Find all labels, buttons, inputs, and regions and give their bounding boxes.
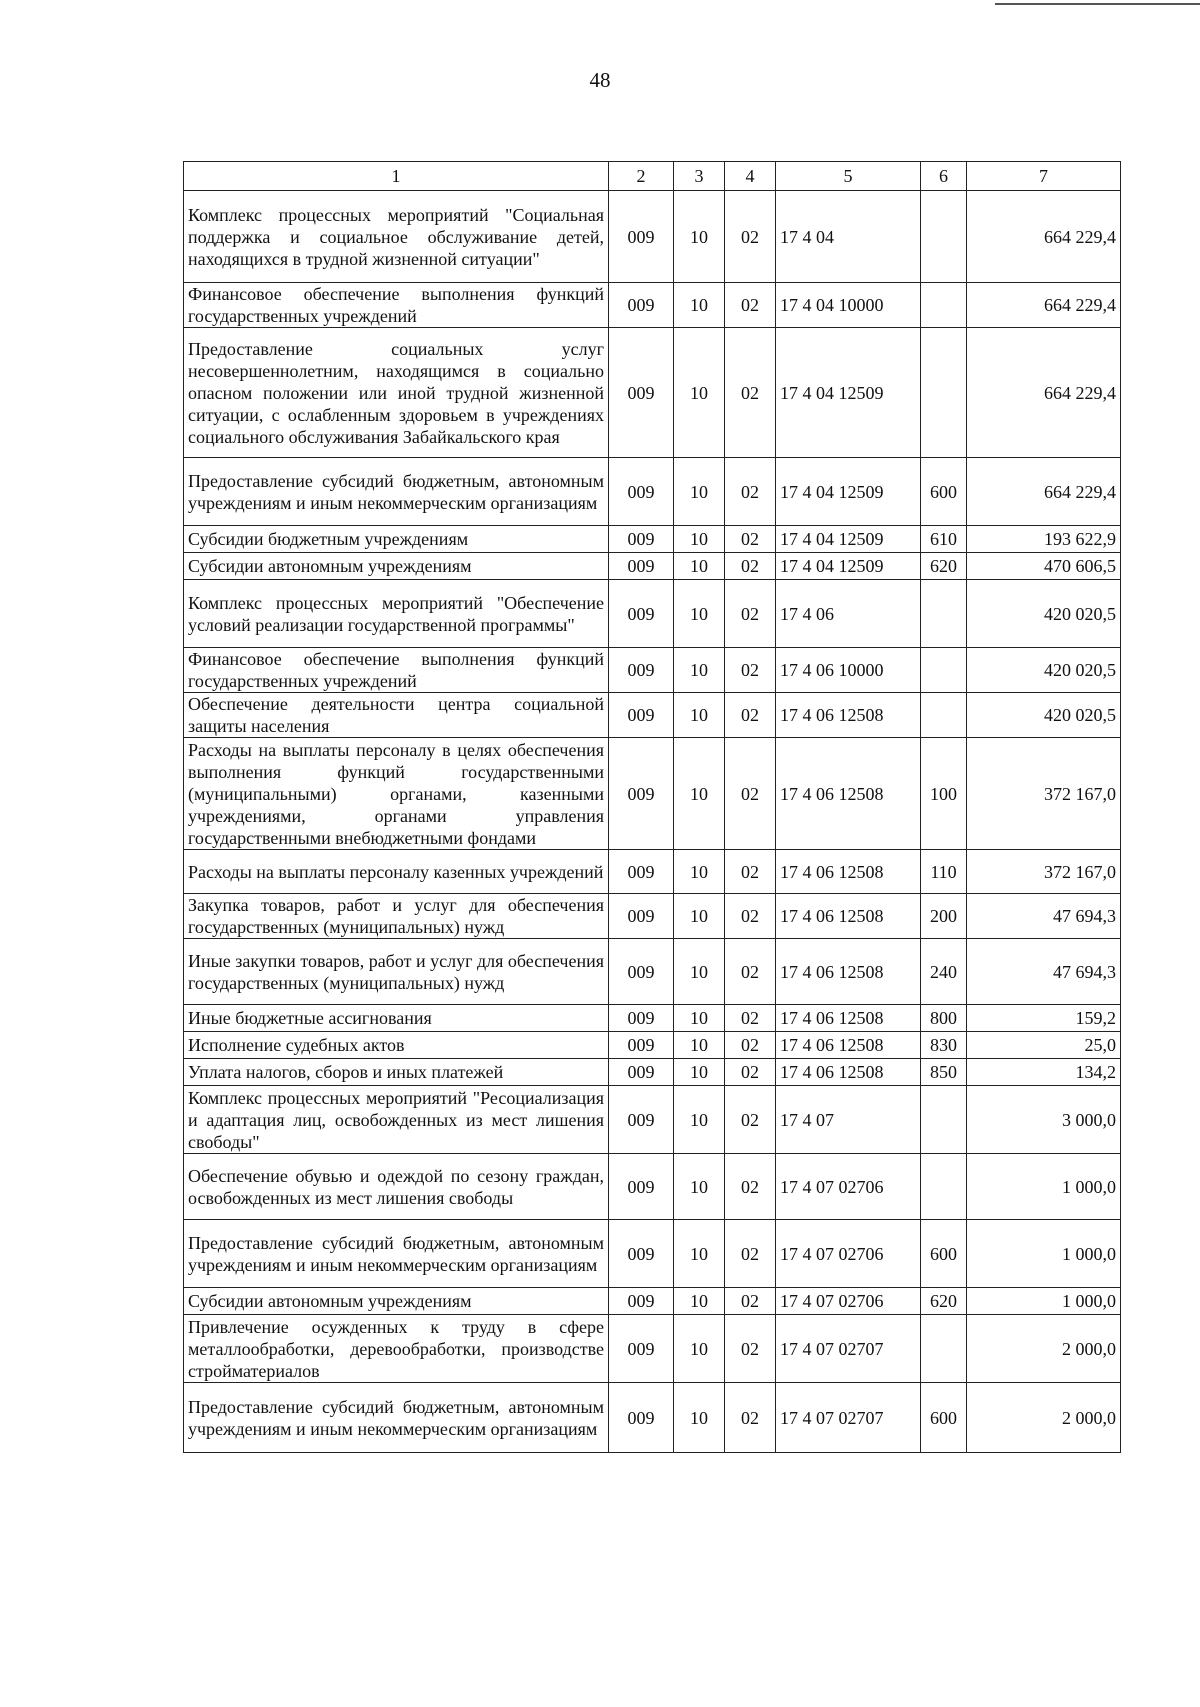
table-row bbox=[184, 693, 1121, 738]
row-expense-type: 110 bbox=[921, 850, 967, 894]
row-amount: 420 020,5 bbox=[967, 580, 1121, 648]
row-section: 10 bbox=[674, 458, 725, 526]
row-name: Расходы на выплаты персоналу казенных учреждений bbox=[184, 850, 609, 894]
row-target-article: 17 4 04 12509 bbox=[776, 328, 921, 458]
row-expense-type: 800 bbox=[921, 1005, 967, 1032]
row-name: Иные закупки товаров, работ и услуг для обеспечения государственных (муниципальных) нужд bbox=[184, 939, 609, 1005]
row-gr-code: 009 bbox=[609, 1086, 674, 1154]
row-expense-type: 200 bbox=[921, 894, 967, 939]
table-row bbox=[184, 850, 1121, 894]
table-row bbox=[184, 1288, 1121, 1315]
row-gr-code: 009 bbox=[609, 328, 674, 458]
row-target-article: 17 4 04 10000 bbox=[776, 283, 921, 328]
row-subsection: 02 bbox=[725, 526, 776, 553]
page-number: 48 bbox=[589, 68, 611, 92]
row-target-article: 17 4 06 12508 bbox=[776, 1032, 921, 1059]
row-target-article: 17 4 07 02706 bbox=[776, 1220, 921, 1288]
row-subsection: 02 bbox=[725, 1059, 776, 1086]
row-name: Иные бюджетные ассигнования bbox=[184, 1005, 609, 1032]
row-name: Предоставление субсидий бюджетным, автономным учреждениям и иным некоммерческим организациям bbox=[184, 458, 609, 526]
row-gr-code: 009 bbox=[609, 1032, 674, 1059]
row-gr-code: 009 bbox=[609, 458, 674, 526]
row-target-article: 17 4 06 12508 bbox=[776, 850, 921, 894]
row-section: 10 bbox=[674, 693, 725, 738]
row-expense-type: 600 bbox=[921, 458, 967, 526]
row-name: Комплекс процессных мероприятий "Обеспечение условий реализации государственной программы" bbox=[184, 580, 609, 648]
row-gr-code: 009 bbox=[609, 553, 674, 580]
row-gr-code: 009 bbox=[609, 648, 674, 693]
row-amount: 1 000,0 bbox=[967, 1154, 1121, 1220]
row-expense-type: 620 bbox=[921, 553, 967, 580]
row-amount: 420 020,5 bbox=[967, 648, 1121, 693]
row-subsection: 02 bbox=[725, 283, 776, 328]
row-section: 10 bbox=[674, 1154, 725, 1220]
row-section: 10 bbox=[674, 1005, 725, 1032]
table-row bbox=[184, 526, 1121, 553]
row-amount: 664 229,4 bbox=[967, 328, 1121, 458]
row-subsection: 02 bbox=[725, 1005, 776, 1032]
row-name: Субсидии автономным учреждениям bbox=[184, 553, 609, 580]
row-name: Комплекс процессных мероприятий "Социальная поддержка и социальное обслуживание детей, находящихся в трудной жизненной ситуации" bbox=[184, 191, 609, 283]
row-amount: 1 000,0 bbox=[967, 1220, 1121, 1288]
header-col-6: 6 bbox=[921, 162, 967, 191]
table-row bbox=[184, 283, 1121, 328]
row-gr-code: 009 bbox=[609, 1288, 674, 1315]
table-row bbox=[184, 1383, 1121, 1453]
row-gr-code: 009 bbox=[609, 894, 674, 939]
row-section: 10 bbox=[674, 1383, 725, 1453]
row-name: Предоставление субсидий бюджетным, автономным учреждениям и иным некоммерческим организациям bbox=[184, 1383, 609, 1453]
row-gr-code: 009 bbox=[609, 283, 674, 328]
table-row bbox=[184, 458, 1121, 526]
header-col-5: 5 bbox=[776, 162, 921, 191]
table-row bbox=[184, 1086, 1121, 1154]
row-subsection: 02 bbox=[725, 1383, 776, 1453]
row-subsection: 02 bbox=[725, 850, 776, 894]
scan-edge-line bbox=[995, 3, 1200, 5]
row-subsection: 02 bbox=[725, 939, 776, 1005]
row-target-article: 17 4 07 02706 bbox=[776, 1288, 921, 1315]
row-name: Субсидии автономным учреждениям bbox=[184, 1288, 609, 1315]
row-expense-type: 850 bbox=[921, 1059, 967, 1086]
row-name: Финансовое обеспечение выполнения функций государственных учреждений bbox=[184, 283, 609, 328]
row-target-article: 17 4 06 12508 bbox=[776, 894, 921, 939]
row-subsection: 02 bbox=[725, 328, 776, 458]
row-amount: 372 167,0 bbox=[967, 738, 1121, 850]
row-target-article: 17 4 04 12509 bbox=[776, 458, 921, 526]
header-col-7: 7 bbox=[967, 162, 1121, 191]
table-row bbox=[184, 648, 1121, 693]
row-amount: 159,2 bbox=[967, 1005, 1121, 1032]
row-amount: 2 000,0 bbox=[967, 1383, 1121, 1453]
row-section: 10 bbox=[674, 738, 725, 850]
header-col-4: 4 bbox=[725, 162, 776, 191]
row-section: 10 bbox=[674, 850, 725, 894]
row-section: 10 bbox=[674, 1086, 725, 1154]
row-amount: 47 694,3 bbox=[967, 939, 1121, 1005]
row-expense-type bbox=[921, 283, 967, 328]
row-amount: 193 622,9 bbox=[967, 526, 1121, 553]
row-name: Уплата налогов, сборов и иных платежей bbox=[184, 1059, 609, 1086]
row-name: Комплекс процессных мероприятий "Ресоциализация и адаптация лиц, освобожденных из мест лишения свободы" bbox=[184, 1086, 609, 1154]
row-subsection: 02 bbox=[725, 1288, 776, 1315]
row-amount: 420 020,5 bbox=[967, 693, 1121, 738]
row-target-article: 17 4 07 02707 bbox=[776, 1383, 921, 1453]
row-name: Обеспечение обувью и одеждой по сезону граждан, освобожденных из мест лишения свободы bbox=[184, 1154, 609, 1220]
row-target-article: 17 4 04 12509 bbox=[776, 553, 921, 580]
table-row bbox=[184, 894, 1121, 939]
row-expense-type: 830 bbox=[921, 1032, 967, 1059]
table-row bbox=[184, 1059, 1121, 1086]
row-section: 10 bbox=[674, 1220, 725, 1288]
row-gr-code: 009 bbox=[609, 693, 674, 738]
row-gr-code: 009 bbox=[609, 1059, 674, 1086]
row-section: 10 bbox=[674, 328, 725, 458]
header-col-2: 2 bbox=[609, 162, 674, 191]
row-subsection: 02 bbox=[725, 1154, 776, 1220]
budget-table bbox=[183, 161, 1121, 1453]
table-body bbox=[184, 191, 1121, 1453]
row-expense-type bbox=[921, 648, 967, 693]
row-section: 10 bbox=[674, 894, 725, 939]
row-expense-type: 240 bbox=[921, 939, 967, 1005]
row-section: 10 bbox=[674, 1059, 725, 1086]
row-subsection: 02 bbox=[725, 458, 776, 526]
row-section: 10 bbox=[674, 580, 725, 648]
row-subsection: 02 bbox=[725, 1086, 776, 1154]
row-name: Закупка товаров, работ и услуг для обеспечения государственных (муниципальных) нужд bbox=[184, 894, 609, 939]
row-name: Исполнение судебных актов bbox=[184, 1032, 609, 1059]
row-name: Расходы на выплаты персоналу в целях обеспечения выполнения функций государственными (муниципальными) органами, казенными учреждениями, органами управления государственными внебюджетными фондами bbox=[184, 738, 609, 850]
row-name: Предоставление субсидий бюджетным, автономным учреждениям и иным некоммерческим организациям bbox=[184, 1220, 609, 1288]
table-row bbox=[184, 328, 1121, 458]
table-row bbox=[184, 553, 1121, 580]
row-name: Субсидии бюджетным учреждениям bbox=[184, 526, 609, 553]
row-gr-code: 009 bbox=[609, 738, 674, 850]
row-target-article: 17 4 06 12508 bbox=[776, 693, 921, 738]
table-row bbox=[184, 738, 1121, 850]
row-section: 10 bbox=[674, 283, 725, 328]
row-subsection: 02 bbox=[725, 1032, 776, 1059]
row-section: 10 bbox=[674, 648, 725, 693]
row-amount: 2 000,0 bbox=[967, 1315, 1121, 1383]
row-name: Финансовое обеспечение выполнения функций государственных учреждений bbox=[184, 648, 609, 693]
row-gr-code: 009 bbox=[609, 191, 674, 283]
row-section: 10 bbox=[674, 553, 725, 580]
row-amount: 470 606,5 bbox=[967, 553, 1121, 580]
row-section: 10 bbox=[674, 526, 725, 553]
row-gr-code: 009 bbox=[609, 1315, 674, 1383]
row-subsection: 02 bbox=[725, 580, 776, 648]
row-subsection: 02 bbox=[725, 738, 776, 850]
row-subsection: 02 bbox=[725, 1315, 776, 1383]
row-expense-type: 100 bbox=[921, 738, 967, 850]
row-expense-type bbox=[921, 1154, 967, 1220]
row-target-article: 17 4 06 bbox=[776, 580, 921, 648]
row-section: 10 bbox=[674, 191, 725, 283]
row-expense-type: 600 bbox=[921, 1220, 967, 1288]
row-expense-type bbox=[921, 1086, 967, 1154]
row-amount: 372 167,0 bbox=[967, 850, 1121, 894]
row-expense-type bbox=[921, 328, 967, 458]
row-target-article: 17 4 06 12508 bbox=[776, 1005, 921, 1032]
row-gr-code: 009 bbox=[609, 1220, 674, 1288]
table-row bbox=[184, 1032, 1121, 1059]
row-gr-code: 009 bbox=[609, 850, 674, 894]
row-subsection: 02 bbox=[725, 894, 776, 939]
row-expense-type: 620 bbox=[921, 1288, 967, 1315]
table-row bbox=[184, 580, 1121, 648]
header-col-1: 1 bbox=[184, 162, 609, 191]
row-section: 10 bbox=[674, 1315, 725, 1383]
table-row bbox=[184, 1005, 1121, 1032]
row-expense-type: 600 bbox=[921, 1383, 967, 1453]
row-target-article: 17 4 04 bbox=[776, 191, 921, 283]
row-target-article: 17 4 06 12508 bbox=[776, 1059, 921, 1086]
table-row bbox=[184, 939, 1121, 1005]
row-subsection: 02 bbox=[725, 553, 776, 580]
row-gr-code: 009 bbox=[609, 1154, 674, 1220]
row-expense-type bbox=[921, 580, 967, 648]
row-name: Предоставление социальных услуг несовершеннолетним, находящимся в социально опасном положении или иной трудной жизненной ситуации, с ослабленным здоровьем в учреждениях социального обслуживания Забайкальского края bbox=[184, 328, 609, 458]
row-gr-code: 009 bbox=[609, 526, 674, 553]
table-row bbox=[184, 191, 1121, 283]
row-amount: 3 000,0 bbox=[967, 1086, 1121, 1154]
row-subsection: 02 bbox=[725, 648, 776, 693]
row-target-article: 17 4 06 12508 bbox=[776, 939, 921, 1005]
row-gr-code: 009 bbox=[609, 580, 674, 648]
row-gr-code: 009 bbox=[609, 1005, 674, 1032]
row-target-article: 17 4 07 02706 bbox=[776, 1154, 921, 1220]
row-amount: 664 229,4 bbox=[967, 458, 1121, 526]
table-row bbox=[184, 1154, 1121, 1220]
row-target-article: 17 4 06 10000 bbox=[776, 648, 921, 693]
row-gr-code: 009 bbox=[609, 939, 674, 1005]
row-expense-type: 610 bbox=[921, 526, 967, 553]
row-amount: 664 229,4 bbox=[967, 191, 1121, 283]
row-target-article: 17 4 04 12509 bbox=[776, 526, 921, 553]
row-target-article: 17 4 07 02707 bbox=[776, 1315, 921, 1383]
row-target-article: 17 4 07 bbox=[776, 1086, 921, 1154]
row-expense-type bbox=[921, 191, 967, 283]
table-row bbox=[184, 1220, 1121, 1288]
row-section: 10 bbox=[674, 939, 725, 1005]
row-expense-type bbox=[921, 693, 967, 738]
row-amount: 664 229,4 bbox=[967, 283, 1121, 328]
row-expense-type bbox=[921, 1315, 967, 1383]
table-row bbox=[184, 1315, 1121, 1383]
row-amount: 47 694,3 bbox=[967, 894, 1121, 939]
row-subsection: 02 bbox=[725, 1220, 776, 1288]
row-section: 10 bbox=[674, 1032, 725, 1059]
row-subsection: 02 bbox=[725, 693, 776, 738]
row-subsection: 02 bbox=[725, 191, 776, 283]
row-target-article: 17 4 06 12508 bbox=[776, 738, 921, 850]
row-gr-code: 009 bbox=[609, 1383, 674, 1453]
row-section: 10 bbox=[674, 1288, 725, 1315]
row-amount: 134,2 bbox=[967, 1059, 1121, 1086]
header-row bbox=[184, 162, 1121, 191]
row-amount: 25,0 bbox=[967, 1032, 1121, 1059]
row-name: Обеспечение деятельности центра социальной защиты населения bbox=[184, 693, 609, 738]
row-name: Привлечение осужденных к труду в сфере металлообработки, деревообработки, производстве стройматериалов bbox=[184, 1315, 609, 1383]
row-amount: 1 000,0 bbox=[967, 1288, 1121, 1315]
header-col-3: 3 bbox=[674, 162, 725, 191]
